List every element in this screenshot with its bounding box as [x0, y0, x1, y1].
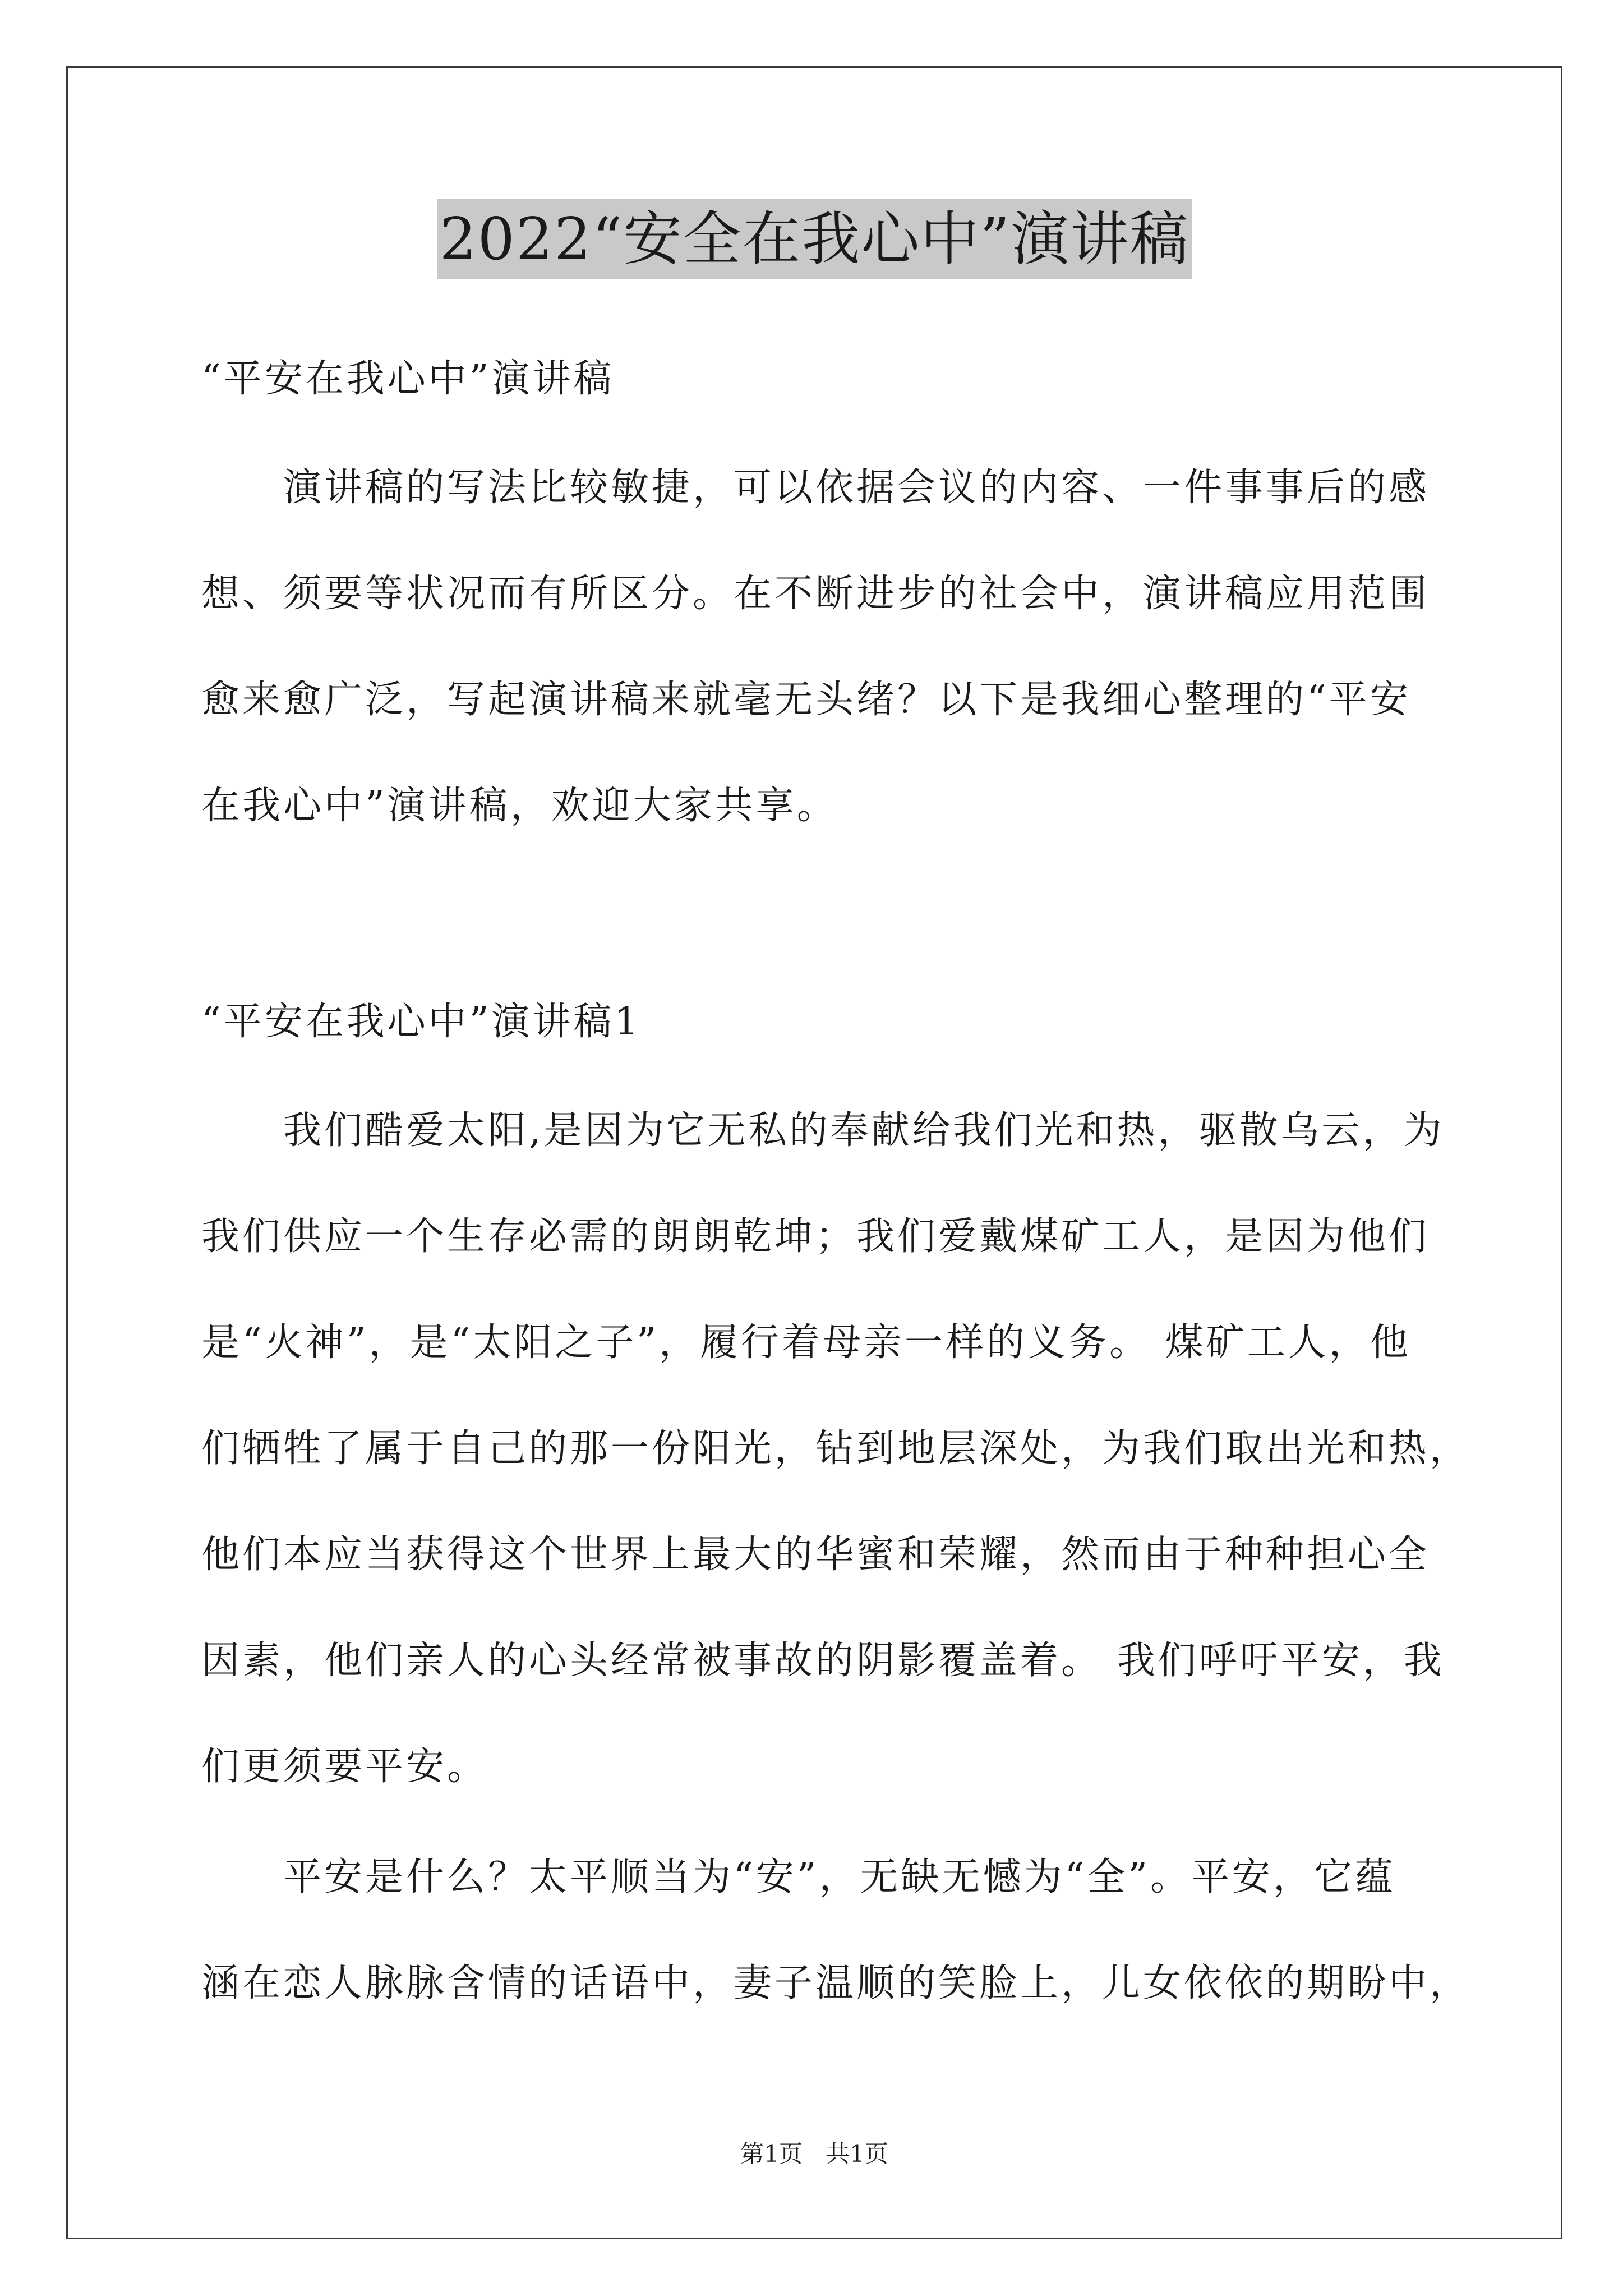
paragraph-line: 演讲稿的写法比较敏捷，可以依据会议的内容、一件事事后的感 [283, 466, 1430, 510]
paragraph-line: 他们本应当获得这个世界上最大的华蜜和荣耀，然而由于种种担心全 [201, 1533, 1430, 1577]
paragraph-line: 在我心中”演讲稿，欢迎大家共享。 [201, 784, 838, 828]
document-title: 2022“安全在我心中”演讲稿 [437, 199, 1191, 279]
section-heading: “平安在我心中”演讲稿 [201, 357, 615, 401]
page-number: 第1页 共1页 [740, 2140, 888, 2168]
paragraph-line: 我们供应一个生存必需的朗朗乾坤；我们爱戴煤矿工人，是因为他们 [201, 1214, 1430, 1259]
section-heading: “平安在我心中”演讲稿1 [201, 1000, 642, 1044]
paragraph-line: 因素，他们亲人的心头经常被事故的阴影覆盖着。 我们呼吁平安，我 [201, 1639, 1445, 1683]
paragraph-line: 们更须要平安。 [201, 1745, 488, 1789]
paragraph-line: 想、须要等状况而有所区分。在不断进步的社会中，演讲稿应用范围 [201, 572, 1430, 616]
paragraph-line: 愈来愈广泛，写起演讲稿来就毫无头绪？以下是我细心整理的“平安 [201, 678, 1411, 722]
paragraph-line: 是“火神”，是“太阳之子”，履行着母亲一样的义务。 煤矿工人，他 [201, 1320, 1411, 1365]
paragraph-line: 涵在恋人脉脉含情的话语中，妻子温顺的笑脸上，儿女依依的期盼中， [201, 1961, 1471, 2005]
title-row [66, 199, 1562, 279]
paragraph-line: 们牺牲了属于自己的那一份阳光，钻到地层深处，为我们取出光和热， [201, 1427, 1471, 1471]
paragraph-line: 平安是什么？太平顺当为“安”，无缺无憾为“全”。平安，它蕴 [283, 1855, 1396, 1899]
paragraph-line: 我们酷爱太阳,是因为它无私的奉献给我们光和热，驱散乌云，为 [283, 1108, 1445, 1153]
